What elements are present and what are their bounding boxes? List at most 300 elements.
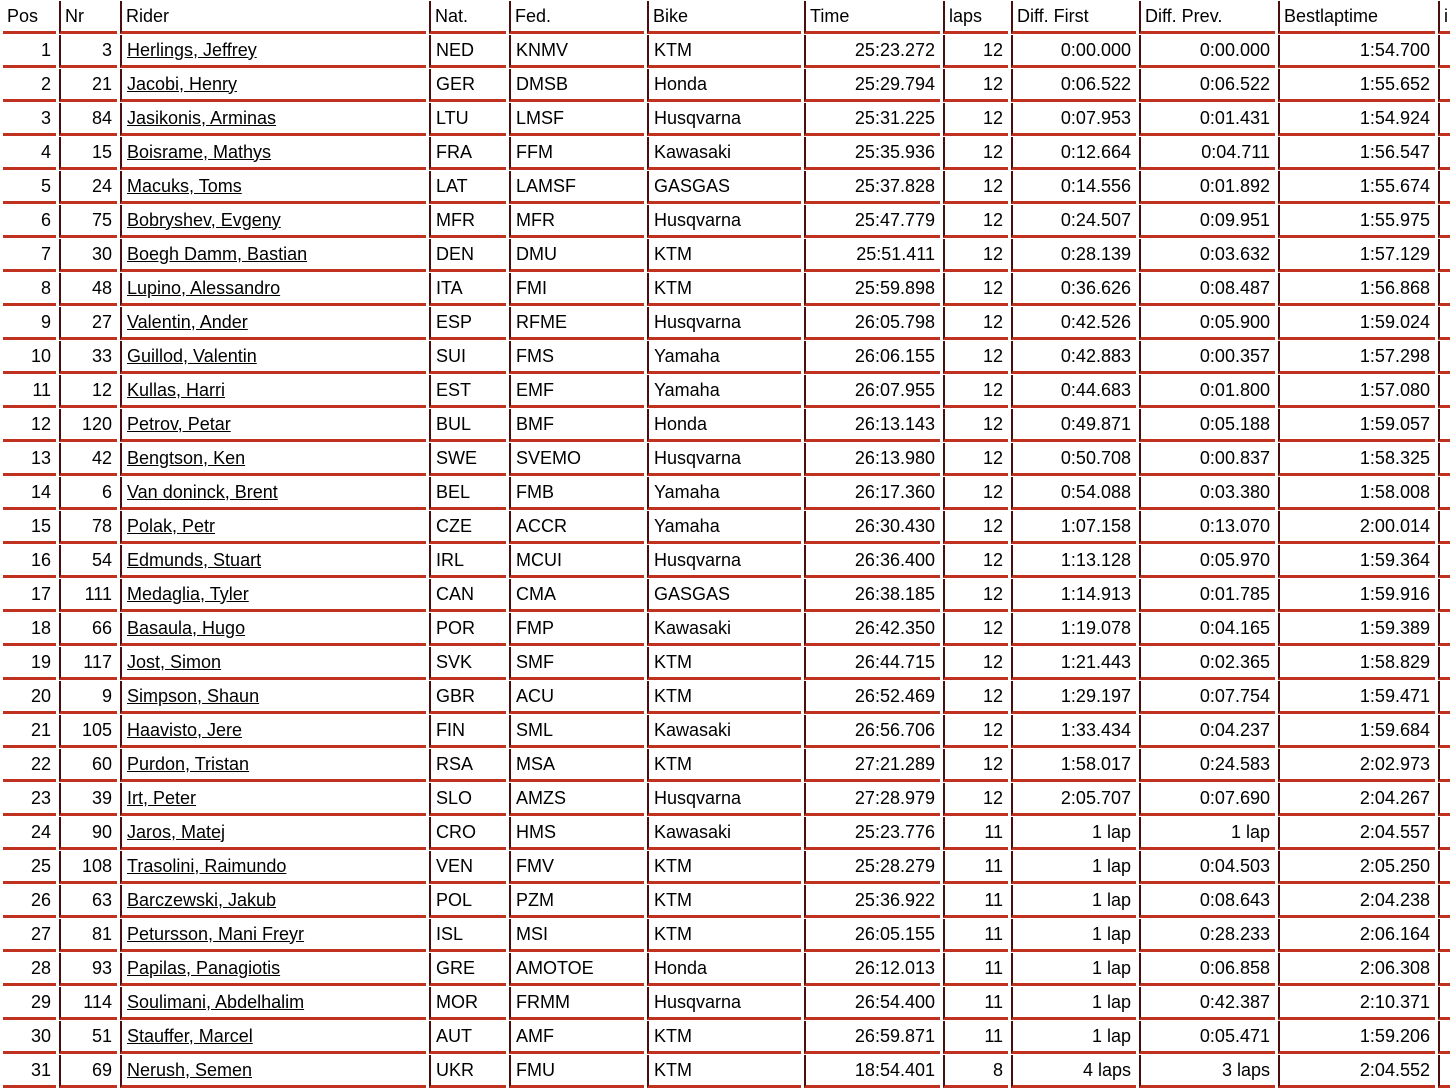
rider-link[interactable]: Kullas, Harri <box>127 379 226 400</box>
rider-link[interactable]: Valentin, Ander <box>127 311 248 332</box>
i-cell <box>1438 647 1450 680</box>
nr-cell: 27 <box>59 307 117 340</box>
rider-link[interactable]: Medaglia, Tyler <box>127 583 249 604</box>
pos-cell: 10 <box>3 341 56 374</box>
diff-prev-cell: 0:28.233 <box>1139 919 1275 952</box>
fed-cell: FMB <box>509 477 644 510</box>
header-diff-prev: Diff. Prev. <box>1139 1 1275 34</box>
rider-cell <box>120 749 426 782</box>
nr-cell: 30 <box>59 239 117 272</box>
diff-first-cell: 0:14.556 <box>1011 171 1136 204</box>
bestlap-cell: 1:55.674 <box>1278 171 1435 204</box>
rider-cell <box>120 137 426 170</box>
pos-cell: 17 <box>3 579 56 612</box>
table-row <box>3 647 1450 680</box>
laps-cell: 11 <box>943 817 1008 850</box>
table-row <box>3 851 1450 884</box>
diff-prev-cell: 0:05.970 <box>1139 545 1275 578</box>
laps-cell: 12 <box>943 103 1008 136</box>
fed-cell: LAMSF <box>509 171 644 204</box>
rider-cell <box>120 307 426 340</box>
diff-prev-cell: 0:13.070 <box>1139 511 1275 544</box>
diff-prev-cell: 0:04.503 <box>1139 851 1275 884</box>
diff-prev-cell: 0:00.357 <box>1139 341 1275 374</box>
i-cell <box>1438 69 1450 102</box>
bestlap-cell: 1:57.129 <box>1278 239 1435 272</box>
nat-cell: AUT <box>429 1021 506 1054</box>
table-body <box>3 35 1450 1088</box>
rider-cell <box>120 341 426 374</box>
nat-cell: POR <box>429 613 506 646</box>
table-row <box>3 103 1450 136</box>
diff-prev-cell: 0:06.858 <box>1139 953 1275 986</box>
rider-link[interactable]: Edmunds, Stuart <box>127 549 262 570</box>
rider-link[interactable]: Bobryshev, Evgeny <box>127 209 281 230</box>
diff-prev-cell: 0:01.800 <box>1139 375 1275 408</box>
rider-link[interactable]: Van doninck, Brent <box>127 481 278 502</box>
fed-cell: BMF <box>509 409 644 442</box>
nr-cell: 90 <box>59 817 117 850</box>
time-cell: 26:13.143 <box>804 409 940 442</box>
laps-cell: 11 <box>943 953 1008 986</box>
diff-prev-cell: 0:02.365 <box>1139 647 1275 680</box>
table-row <box>3 1021 1450 1054</box>
nr-cell: 105 <box>59 715 117 748</box>
rider-link[interactable]: Haavisto, Jere <box>127 719 243 740</box>
rider-link[interactable]: Jacobi, Henry <box>127 73 238 94</box>
bestlap-cell: 2:04.552 <box>1278 1055 1435 1088</box>
bike-cell: Kawasaki <box>647 137 801 170</box>
nr-cell: 117 <box>59 647 117 680</box>
rider-link[interactable]: Papilas, Panagiotis <box>127 957 281 978</box>
bestlap-cell: 1:55.652 <box>1278 69 1435 102</box>
bestlap-cell: 1:59.471 <box>1278 681 1435 714</box>
pos-cell: 3 <box>3 103 56 136</box>
rider-cell <box>120 35 426 68</box>
table-row <box>3 953 1450 986</box>
rider-link[interactable]: Irt, Peter <box>127 787 197 808</box>
time-cell: 25:23.272 <box>804 35 940 68</box>
diff-first-cell: 1:19.078 <box>1011 613 1136 646</box>
time-cell: 26:54.400 <box>804 987 940 1020</box>
nat-cell: VEN <box>429 851 506 884</box>
pos-cell: 22 <box>3 749 56 782</box>
rider-link[interactable]: Jaros, Matej <box>127 821 226 842</box>
nat-cell: UKR <box>429 1055 506 1088</box>
time-cell: 25:31.225 <box>804 103 940 136</box>
laps-cell: 12 <box>943 511 1008 544</box>
nat-cell: GRE <box>429 953 506 986</box>
bestlap-cell: 2:00.014 <box>1278 511 1435 544</box>
nat-cell: MFR <box>429 205 506 238</box>
rider-link[interactable]: Nerush, Semen <box>127 1059 253 1080</box>
rider-cell <box>120 239 426 272</box>
rider-link[interactable]: Trasolini, Raimundo <box>127 855 287 876</box>
laps-cell: 8 <box>943 1055 1008 1088</box>
rider-link[interactable]: Purdon, Tristan <box>127 753 250 774</box>
bike-cell: Husqvarna <box>647 987 801 1020</box>
table-row <box>3 443 1450 476</box>
i-cell <box>1438 375 1450 408</box>
fed-cell: FMI <box>509 273 644 306</box>
time-cell: 26:12.013 <box>804 953 940 986</box>
rider-link[interactable]: Simpson, Shaun <box>127 685 260 706</box>
diff-first-cell: 0:49.871 <box>1011 409 1136 442</box>
i-cell <box>1438 307 1450 340</box>
time-cell: 26:36.400 <box>804 545 940 578</box>
diff-prev-cell: 0:07.690 <box>1139 783 1275 816</box>
i-cell <box>1438 239 1450 272</box>
pos-cell: 19 <box>3 647 56 680</box>
i-cell <box>1438 953 1450 986</box>
nat-cell: CAN <box>429 579 506 612</box>
bike-cell: KTM <box>647 851 801 884</box>
table-row <box>3 341 1450 374</box>
diff-first-cell: 1:58.017 <box>1011 749 1136 782</box>
rider-cell <box>120 613 426 646</box>
pos-cell: 6 <box>3 205 56 238</box>
laps-cell: 12 <box>943 681 1008 714</box>
i-cell <box>1438 681 1450 714</box>
i-cell <box>1438 137 1450 170</box>
i-cell <box>1438 987 1450 1020</box>
laps-cell: 12 <box>943 715 1008 748</box>
pos-cell: 18 <box>3 613 56 646</box>
fed-cell: MFR <box>509 205 644 238</box>
table-row <box>3 579 1450 612</box>
fed-cell: HMS <box>509 817 644 850</box>
fed-cell: MSI <box>509 919 644 952</box>
nat-cell: ITA <box>429 273 506 306</box>
fed-cell: FMV <box>509 851 644 884</box>
diff-first-cell: 1:29.197 <box>1011 681 1136 714</box>
nr-cell: 93 <box>59 953 117 986</box>
nr-cell: 39 <box>59 783 117 816</box>
time-cell: 26:05.155 <box>804 919 940 952</box>
nat-cell: LTU <box>429 103 506 136</box>
bestlap-cell: 1:58.325 <box>1278 443 1435 476</box>
pos-cell: 11 <box>3 375 56 408</box>
diff-prev-cell: 0:01.892 <box>1139 171 1275 204</box>
nat-cell: LAT <box>429 171 506 204</box>
pos-cell: 14 <box>3 477 56 510</box>
nat-cell: BEL <box>429 477 506 510</box>
diff-prev-cell: 3 laps <box>1139 1055 1275 1088</box>
bestlap-cell: 1:59.364 <box>1278 545 1435 578</box>
bestlap-cell: 2:10.371 <box>1278 987 1435 1020</box>
time-cell: 25:29.794 <box>804 69 940 102</box>
rider-cell <box>120 205 426 238</box>
pos-cell: 8 <box>3 273 56 306</box>
rider-link[interactable]: Polak, Petr <box>127 515 216 536</box>
i-cell <box>1438 1055 1450 1088</box>
table-row <box>3 35 1450 68</box>
diff-prev-cell: 0:08.487 <box>1139 273 1275 306</box>
bestlap-cell: 1:56.868 <box>1278 273 1435 306</box>
time-cell: 25:37.828 <box>804 171 940 204</box>
i-cell <box>1438 545 1450 578</box>
nr-cell: 69 <box>59 1055 117 1088</box>
bike-cell: Kawasaki <box>647 817 801 850</box>
nat-cell: GER <box>429 69 506 102</box>
laps-cell: 12 <box>943 69 1008 102</box>
time-cell: 26:38.185 <box>804 579 940 612</box>
fed-cell: FMS <box>509 341 644 374</box>
header-bestlaptime: Bestlaptime <box>1278 1 1435 34</box>
table-row <box>3 477 1450 510</box>
rider-link[interactable]: Bengtson, Ken <box>127 447 246 468</box>
rider-link[interactable]: Lupino, Alessandro <box>127 277 281 298</box>
rider-link[interactable]: Jost, Simon <box>127 651 222 672</box>
rider-cell <box>120 477 426 510</box>
rider-cell <box>120 851 426 884</box>
nat-cell: EST <box>429 375 506 408</box>
time-cell: 25:51.411 <box>804 239 940 272</box>
rider-cell <box>120 817 426 850</box>
rider-link[interactable]: Basaula, Hugo <box>127 617 246 638</box>
bike-cell: KTM <box>647 1055 801 1088</box>
laps-cell: 12 <box>943 409 1008 442</box>
pos-cell: 25 <box>3 851 56 884</box>
rider-cell <box>120 579 426 612</box>
fed-cell: FFM <box>509 137 644 170</box>
laps-cell: 12 <box>943 307 1008 340</box>
pos-cell: 20 <box>3 681 56 714</box>
table-header-row <box>3 1 1450 34</box>
bike-cell: Husqvarna <box>647 783 801 816</box>
nr-cell: 51 <box>59 1021 117 1054</box>
rider-link[interactable]: Macuks, Toms <box>127 175 242 196</box>
i-cell <box>1438 783 1450 816</box>
header-nr: Nr <box>59 1 117 34</box>
pos-cell: 21 <box>3 715 56 748</box>
rider-cell <box>120 443 426 476</box>
rider-link[interactable]: Stauffer, Marcel <box>127 1025 253 1046</box>
table-row <box>3 885 1450 918</box>
laps-cell: 12 <box>943 545 1008 578</box>
diff-first-cell: 1:14.913 <box>1011 579 1136 612</box>
diff-first-cell: 0:42.883 <box>1011 341 1136 374</box>
pos-cell: 28 <box>3 953 56 986</box>
laps-cell: 11 <box>943 885 1008 918</box>
header-nat: Nat. <box>429 1 506 34</box>
time-cell: 18:54.401 <box>804 1055 940 1088</box>
laps-cell: 11 <box>943 851 1008 884</box>
laps-cell: 11 <box>943 987 1008 1020</box>
table-row <box>3 681 1450 714</box>
i-cell <box>1438 749 1450 782</box>
diff-prev-cell: 0:04.711 <box>1139 137 1275 170</box>
i-cell <box>1438 511 1450 544</box>
rider-link[interactable]: Guillod, Valentin <box>127 345 257 366</box>
pos-cell: 12 <box>3 409 56 442</box>
fed-cell: AMZS <box>509 783 644 816</box>
bestlap-cell: 1:58.008 <box>1278 477 1435 510</box>
laps-cell: 12 <box>943 137 1008 170</box>
rider-link[interactable]: Barczewski, Jakub <box>127 889 277 910</box>
table-row <box>3 545 1450 578</box>
nat-cell: ISL <box>429 919 506 952</box>
table-row <box>3 1055 1450 1088</box>
header-rider: Rider <box>120 1 426 34</box>
header-i: i <box>1438 1 1450 34</box>
bestlap-cell: 1:59.057 <box>1278 409 1435 442</box>
bike-cell: KTM <box>647 35 801 68</box>
time-cell: 26:13.980 <box>804 443 940 476</box>
table-row <box>3 783 1450 816</box>
table-row <box>3 511 1450 544</box>
diff-prev-cell: 0:03.380 <box>1139 477 1275 510</box>
bike-cell: GASGAS <box>647 579 801 612</box>
diff-first-cell: 0:06.522 <box>1011 69 1136 102</box>
diff-prev-cell: 0:00.837 <box>1139 443 1275 476</box>
diff-prev-cell: 0:06.522 <box>1139 69 1275 102</box>
nat-cell: GBR <box>429 681 506 714</box>
bestlap-cell: 2:06.308 <box>1278 953 1435 986</box>
pos-cell: 31 <box>3 1055 56 1088</box>
table-row <box>3 749 1450 782</box>
table-row <box>3 817 1450 850</box>
fed-cell: AMOTOE <box>509 953 644 986</box>
rider-link[interactable]: Herlings, Jeffrey <box>127 39 257 60</box>
i-cell <box>1438 919 1450 952</box>
fed-cell: MCUI <box>509 545 644 578</box>
table-row <box>3 987 1450 1020</box>
rider-cell <box>120 681 426 714</box>
nat-cell: SUI <box>429 341 506 374</box>
fed-cell: SML <box>509 715 644 748</box>
pos-cell: 27 <box>3 919 56 952</box>
i-cell <box>1438 715 1450 748</box>
bike-cell: Yamaha <box>647 375 801 408</box>
rider-cell <box>120 375 426 408</box>
bike-cell: KTM <box>647 273 801 306</box>
pos-cell: 13 <box>3 443 56 476</box>
bestlap-cell: 1:54.700 <box>1278 35 1435 68</box>
rider-link[interactable]: Jasikonis, Arminas <box>127 107 277 128</box>
diff-prev-cell: 0:04.237 <box>1139 715 1275 748</box>
diff-prev-cell: 0:04.165 <box>1139 613 1275 646</box>
diff-first-cell: 1 lap <box>1011 817 1136 850</box>
bike-cell: KTM <box>647 749 801 782</box>
bestlap-cell: 2:04.557 <box>1278 817 1435 850</box>
time-cell: 25:35.936 <box>804 137 940 170</box>
pos-cell: 15 <box>3 511 56 544</box>
header-time: Time <box>804 1 940 34</box>
diff-prev-cell: 0:03.632 <box>1139 239 1275 272</box>
table-row <box>3 239 1450 272</box>
nr-cell: 12 <box>59 375 117 408</box>
bike-cell: Husqvarna <box>647 443 801 476</box>
nat-cell: SVK <box>429 647 506 680</box>
bestlap-cell: 1:54.924 <box>1278 103 1435 136</box>
i-cell <box>1438 103 1450 136</box>
nr-cell: 15 <box>59 137 117 170</box>
diff-first-cell: 0:12.664 <box>1011 137 1136 170</box>
nr-cell: 75 <box>59 205 117 238</box>
header-diff-first: Diff. First <box>1011 1 1136 34</box>
rider-cell <box>120 409 426 442</box>
rider-link[interactable]: Boisrame, Mathys <box>127 141 272 162</box>
i-cell <box>1438 613 1450 646</box>
fed-cell: DMU <box>509 239 644 272</box>
nr-cell: 33 <box>59 341 117 374</box>
time-cell: 27:21.289 <box>804 749 940 782</box>
time-cell: 26:05.798 <box>804 307 940 340</box>
diff-prev-cell: 0:01.431 <box>1139 103 1275 136</box>
rider-link[interactable]: Soulimani, Abdelhalim <box>127 991 305 1012</box>
bestlap-cell: 2:06.164 <box>1278 919 1435 952</box>
rider-link[interactable]: Petursson, Mani Freyr <box>127 923 305 944</box>
diff-first-cell: 2:05.707 <box>1011 783 1136 816</box>
bike-cell: Kawasaki <box>647 613 801 646</box>
nr-cell: 6 <box>59 477 117 510</box>
diff-first-cell: 1 lap <box>1011 953 1136 986</box>
diff-first-cell: 1:07.158 <box>1011 511 1136 544</box>
header-laps: laps <box>943 1 1008 34</box>
bike-cell: Honda <box>647 409 801 442</box>
time-cell: 27:28.979 <box>804 783 940 816</box>
time-cell: 25:23.776 <box>804 817 940 850</box>
nr-cell: 48 <box>59 273 117 306</box>
nr-cell: 120 <box>59 409 117 442</box>
table-row <box>3 137 1450 170</box>
rider-cell <box>120 171 426 204</box>
bike-cell: KTM <box>647 681 801 714</box>
diff-first-cell: 0:28.139 <box>1011 239 1136 272</box>
table-row <box>3 69 1450 102</box>
rider-cell <box>120 69 426 102</box>
nat-cell: SLO <box>429 783 506 816</box>
diff-first-cell: 0:42.526 <box>1011 307 1136 340</box>
diff-first-cell: 1 lap <box>1011 1021 1136 1054</box>
laps-cell: 12 <box>943 613 1008 646</box>
i-cell <box>1438 443 1450 476</box>
fed-cell: DMSB <box>509 69 644 102</box>
time-cell: 26:59.871 <box>804 1021 940 1054</box>
diff-first-cell: 4 laps <box>1011 1055 1136 1088</box>
time-cell: 25:36.922 <box>804 885 940 918</box>
nat-cell: CZE <box>429 511 506 544</box>
bike-cell: GASGAS <box>647 171 801 204</box>
nr-cell: 108 <box>59 851 117 884</box>
bike-cell: Yamaha <box>647 511 801 544</box>
nat-cell: FRA <box>429 137 506 170</box>
diff-prev-cell: 0:01.785 <box>1139 579 1275 612</box>
nr-cell: 9 <box>59 681 117 714</box>
time-cell: 25:59.898 <box>804 273 940 306</box>
nr-cell: 24 <box>59 171 117 204</box>
nr-cell: 60 <box>59 749 117 782</box>
nat-cell: CRO <box>429 817 506 850</box>
i-cell <box>1438 477 1450 510</box>
nr-cell: 78 <box>59 511 117 544</box>
nr-cell: 3 <box>59 35 117 68</box>
diff-first-cell: 1 lap <box>1011 919 1136 952</box>
diff-first-cell: 1:33.434 <box>1011 715 1136 748</box>
pos-cell: 30 <box>3 1021 56 1054</box>
rider-link[interactable]: Petrov, Petar <box>127 413 231 434</box>
bestlap-cell: 1:59.389 <box>1278 613 1435 646</box>
laps-cell: 12 <box>943 273 1008 306</box>
rider-cell <box>120 273 426 306</box>
fed-cell: MSA <box>509 749 644 782</box>
rider-link[interactable]: Boegh Damm, Bastian <box>127 243 308 264</box>
i-cell <box>1438 851 1450 884</box>
bestlap-cell: 2:05.250 <box>1278 851 1435 884</box>
header-bike: Bike <box>647 1 801 34</box>
laps-cell: 11 <box>943 1021 1008 1054</box>
